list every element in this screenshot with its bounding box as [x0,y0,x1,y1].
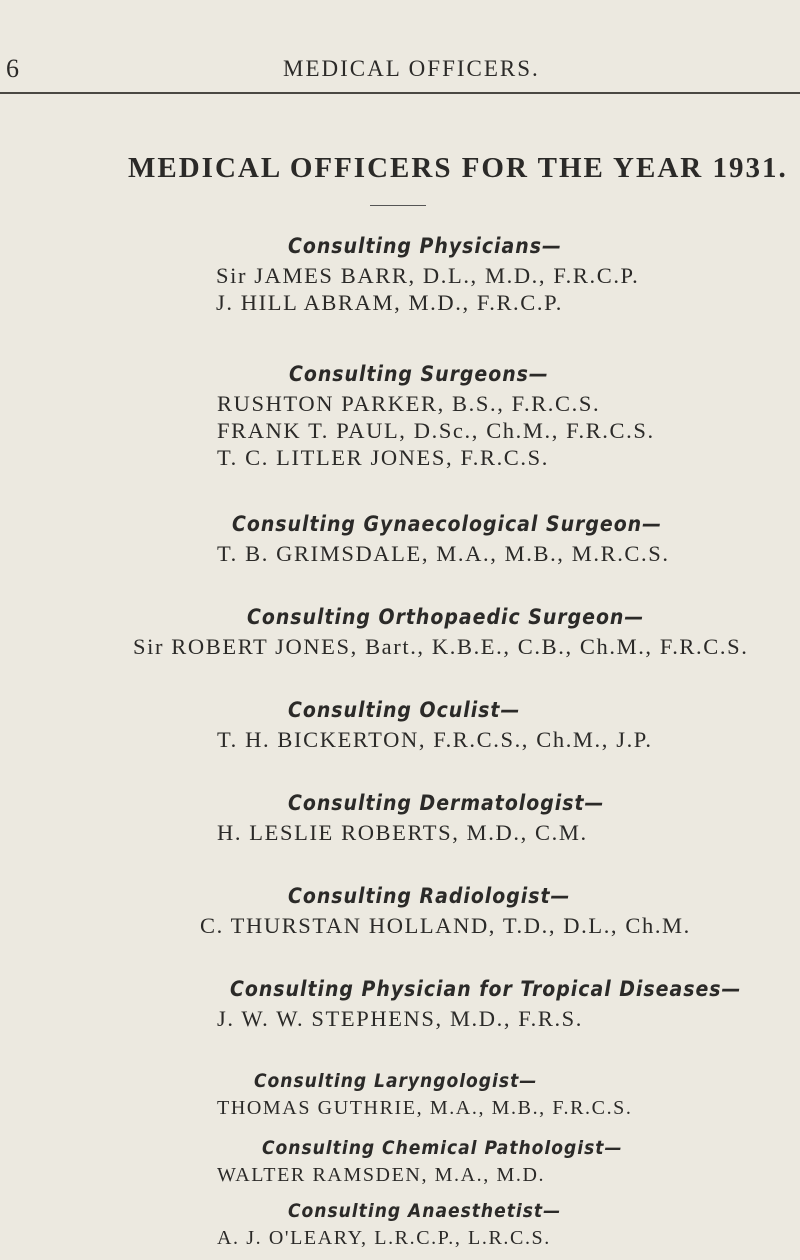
section-consulting-physician-tropical-diseases [0,977,800,1032]
section-consulting-dermatologist [0,791,800,846]
section-consulting-orthopaedic-surgeon [0,605,800,660]
section-heading: Consulting Physicians— [288,234,562,258]
officer-name: T. B. GRIMSDALE, M.A., M.B., M.R.C.S. [217,541,670,566]
section-heading: Consulting Physician for Tropical Diseases— [230,977,742,1001]
page-number: 6 [6,54,20,83]
officer-name: J. HILL ABRAM, M.D., F.R.C.P. [216,290,563,315]
officer-name: J. W. W. STEPHENS, M.D., F.R.S. [217,1006,584,1031]
officer-name: T. H. BICKERTON, F.R.C.S., Ch.M., J.P. [217,727,653,752]
officer-name: A. J. O'LEARY, L.R.C.P., L.R.C.S. [217,1227,551,1249]
section-heading: Consulting Laryngologist— [254,1070,538,1092]
section-consulting-gynaecological-surgeon [0,512,800,567]
officer-name: THOMAS GUTHRIE, M.A., M.B., F.R.C.S. [217,1097,633,1119]
section-consulting-anaesthetist [0,1200,800,1250]
section-heading: Consulting Orthopaedic Surgeon— [247,605,645,629]
section-heading: Consulting Chemical Pathologist— [262,1137,623,1159]
officer-name: WALTER RAMSDEN, M.A., M.D. [217,1164,546,1186]
officer-name: RUSHTON PARKER, B.S., F.R.C.S. [217,391,601,416]
running-head: MEDICAL OFFICERS. [283,56,540,81]
section-heading: Consulting Surgeons— [289,362,549,386]
section-heading: Consulting Radiologist— [288,884,571,908]
section-consulting-physicians [0,234,800,316]
section-consulting-oculist [0,698,800,753]
officer-name: Sir JAMES BARR, D.L., M.D., F.R.C.P. [216,263,640,288]
section-consulting-radiologist [0,884,800,939]
section-heading: Consulting Dermatologist— [288,791,605,815]
section-consulting-laryngologist [0,1070,800,1120]
title-rule [370,205,426,206]
officer-name: Sir ROBERT JONES, Bart., K.B.E., C.B., Ch.M., F.R.C.S. [133,634,749,659]
officer-name: C. THURSTAN HOLLAND, T.D., D.L., Ch.M. [200,913,691,938]
section-consulting-chemical-pathologist [0,1137,800,1187]
section-heading: Consulting Anaesthetist— [288,1200,562,1222]
officer-name: FRANK T. PAUL, D.Sc., Ch.M., F.R.C.S. [217,418,655,443]
header-rule [0,92,800,94]
section-consulting-surgeons [0,362,800,471]
page-title: MEDICAL OFFICERS FOR THE YEAR 1931. [128,152,788,184]
officer-name: H. LESLIE ROBERTS, M.D., C.M. [217,820,588,845]
officer-name: T. C. LITLER JONES, F.R.C.S. [217,445,549,470]
section-heading: Consulting Gynaecological Surgeon— [232,512,663,536]
section-heading: Consulting Oculist— [288,698,521,722]
